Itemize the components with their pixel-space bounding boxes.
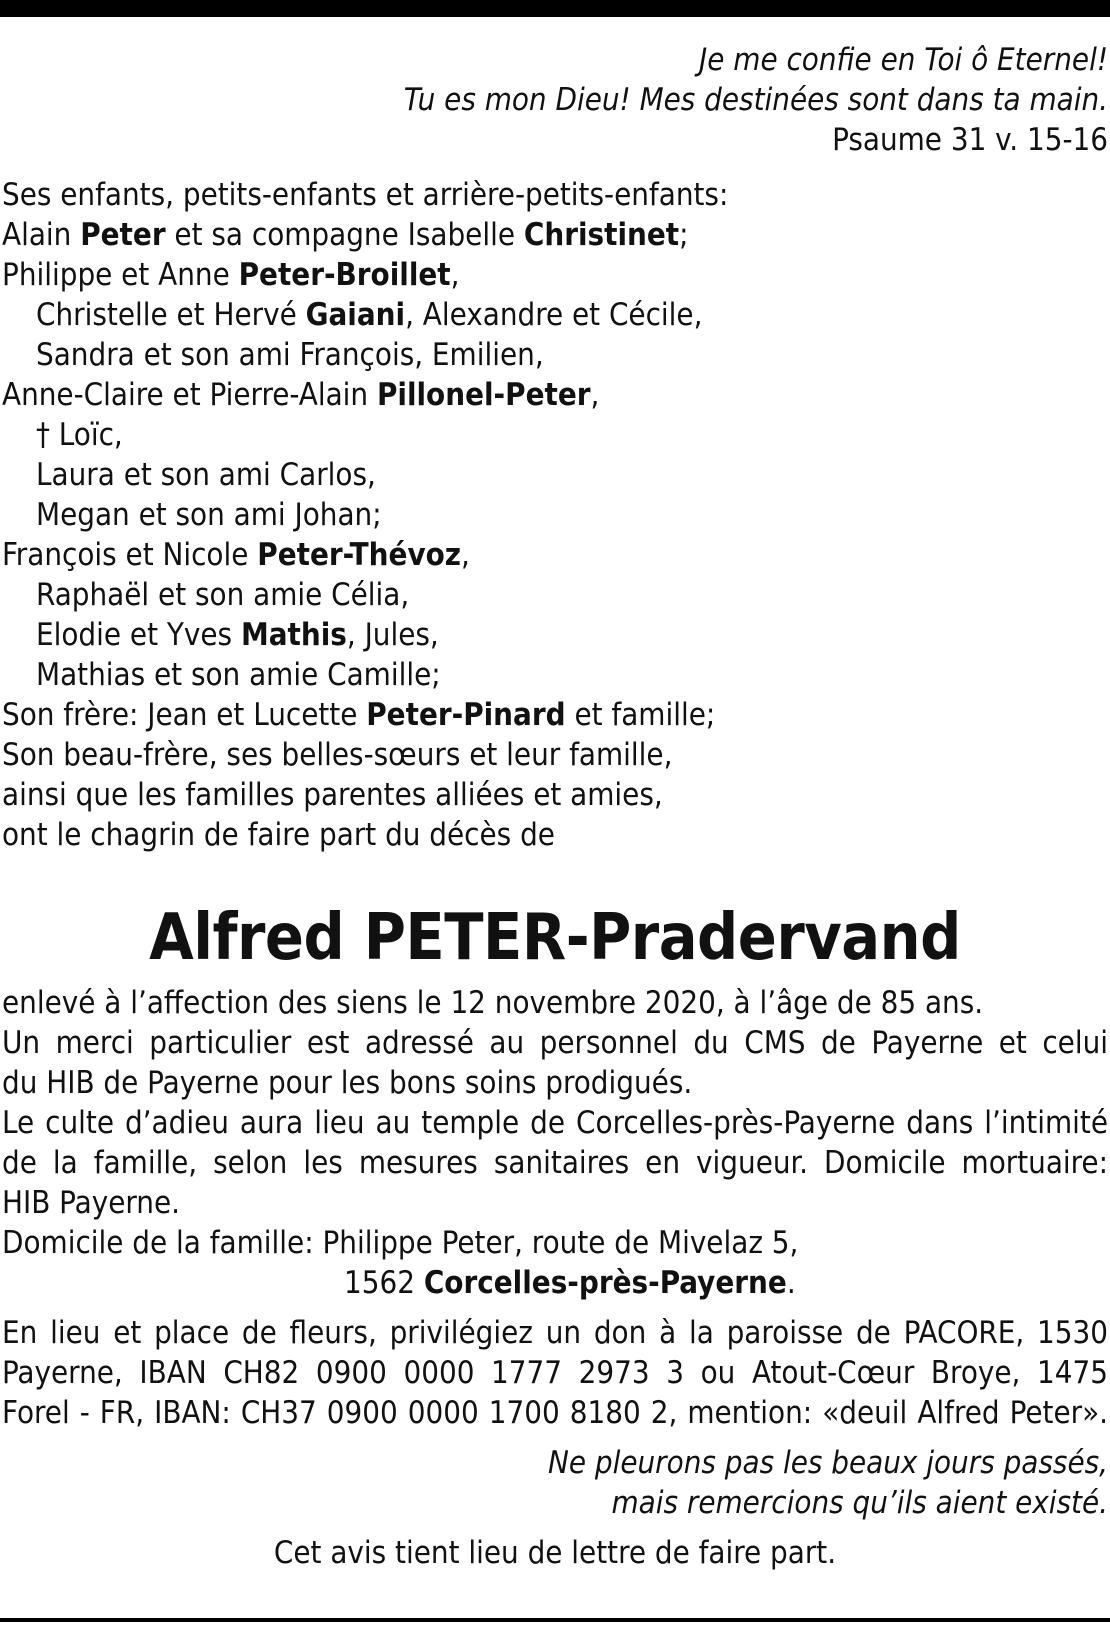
body-line: Un merci particulier est adressé au personnel du CMS de Payerne et celui — [2, 1025, 1108, 1061]
donation-line: Payerne, IBAN CH82 0900 0000 1777 2973 3 ou Atout-Cœur Broye, 1475 — [2, 1355, 1108, 1391]
family-line: Son frère: Jean et Lucette Peter-Pinard et famille; — [2, 697, 716, 733]
family-line: ainsi que les familles parentes alliées et amies, — [2, 777, 663, 813]
family-list — [2, 175, 1108, 855]
family-line: Alain Peter et sa compagne Isabelle Christinet; — [2, 217, 689, 253]
family-address: Domicile de la famille: Philippe Peter, route de Mivelaz 5, — [2, 1225, 799, 1261]
verse-reference: Psaume 31 v. 15-16 — [832, 122, 1108, 158]
donation-line: Forel - FR, IBAN: CH37 0900 0000 1700 8180 2, mention: «deuil Alfred Peter». — [2, 1395, 1108, 1431]
notice-line: Cet avis tient lieu de lettre de faire part. — [273, 1535, 837, 1571]
family-line: Laura et son ami Carlos, — [36, 457, 376, 493]
family-line: † Loïc, — [36, 417, 123, 453]
deceased-name: Alfred PETER-Pradervand — [149, 901, 961, 975]
family-locality: 1562 Corcelles-près-Payerne. — [344, 1265, 796, 1301]
body-line: Le culte d’adieu aura lieu au temple de Corcelles-près-Payerne dans l’intimité — [2, 1105, 1108, 1141]
deceased-block — [2, 898, 1108, 978]
family-line: Mathias et son amie Camille; — [36, 657, 441, 693]
closing-line-1: Ne pleurons pas les beaux jours passés, — [548, 1445, 1108, 1481]
body-line: du HIB de Payerne pour les bons soins prodigués. — [2, 1065, 693, 1101]
family-line: François et Nicole Peter-Thévoz, — [2, 537, 470, 573]
family-line: Son beau-frère, ses belles-sœurs et leur famille, — [2, 737, 673, 773]
family-line: ont le chagrin de faire part du décès de — [2, 817, 555, 853]
verse-block — [2, 40, 1108, 160]
family-line: Megan et son ami Johan; — [36, 497, 382, 533]
donation-line: En lieu et place de fleurs, privilégiez un don à la paroisse de PACORE, 1530 — [2, 1315, 1108, 1351]
family-line: Anne-Claire et Pierre-Alain Pillonel-Peter, — [2, 377, 600, 413]
family-intro: Ses enfants, petits-enfants et arrière-petits-enfants: — [2, 177, 729, 213]
family-line: Philippe et Anne Peter-Broillet, — [2, 257, 460, 293]
body-line: de la famille, selon les mesures sanitaires en vigueur. Domicile mortuaire: — [2, 1145, 1108, 1181]
family-line: Sandra et son ami François, Emilien, — [36, 337, 544, 373]
body-line: HIB Payerne. — [2, 1185, 180, 1221]
family-line: Christelle et Hervé Gaiani, Alexandre et Cécile, — [36, 297, 703, 333]
verse-line-1: Je me confie en Toi ô Eternel! — [699, 42, 1108, 78]
verse-line-2: Tu es mon Dieu! Mes destinées sont dans ta main. — [403, 82, 1108, 118]
closing-line-2: mais remercions qu’ils aient existé. — [611, 1485, 1108, 1521]
body-line: enlevé à l’affection des siens le 12 novembre 2020, à l’âge de 85 ans. — [2, 985, 984, 1021]
family-line: Raphaël et son amie Célia, — [36, 577, 410, 613]
family-line: Elodie et Yves Mathis, Jules, — [36, 617, 439, 653]
announcement-body — [2, 983, 1108, 1573]
top-border-rule — [0, 0, 1110, 17]
bottom-border-rule — [0, 1618, 1110, 1622]
